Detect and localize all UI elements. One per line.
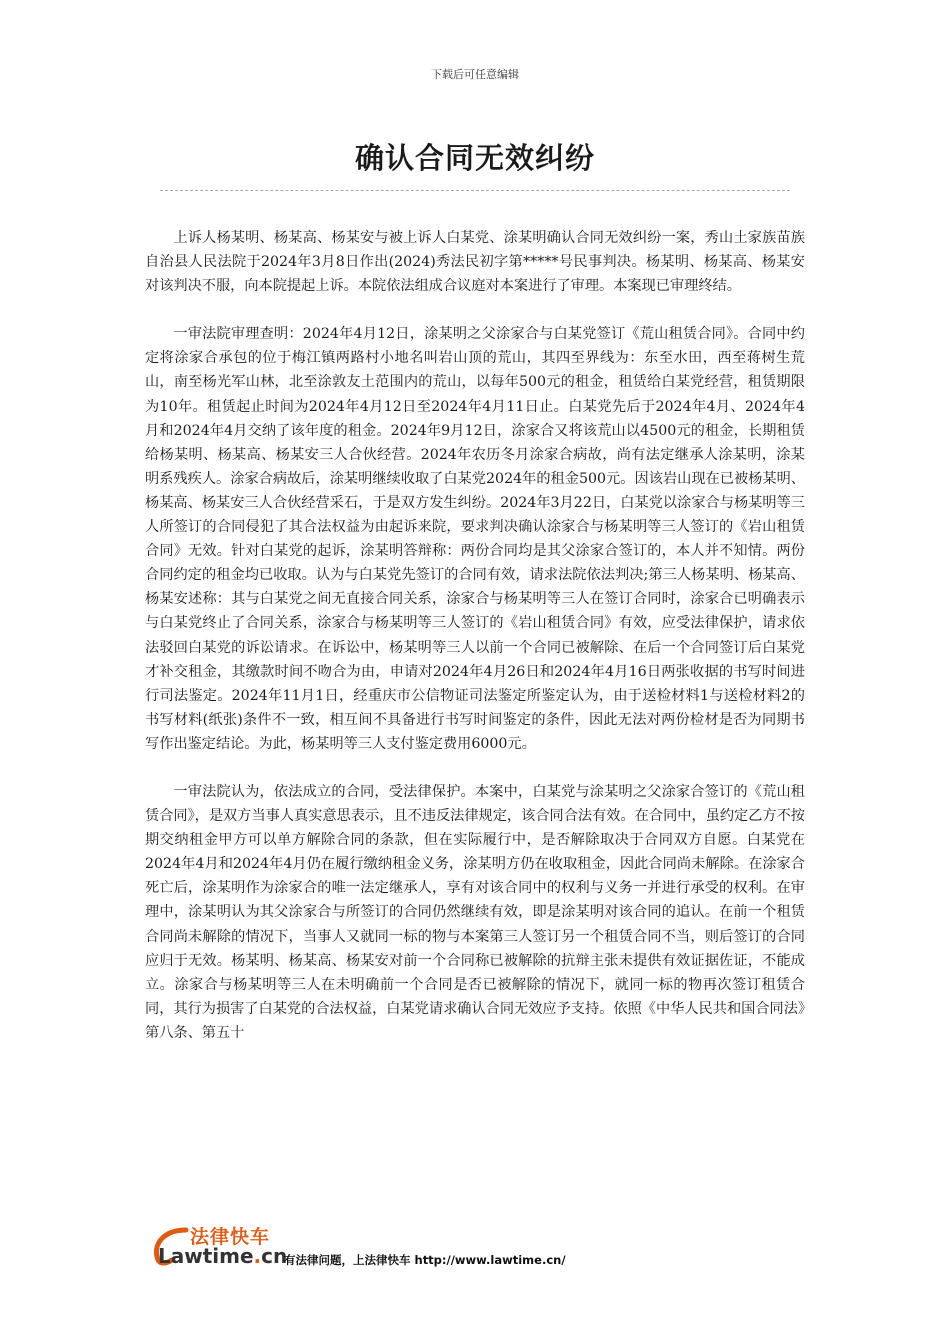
- paragraph-2: 一审法院审理查明：2024年4月12日，涂某明之父涂家合与白某党签订《荒山租赁合同》。合同中约定将涂家合承包的位于梅江镇两路村小地名叫岩山顶的荒山，其四至界线为：东至水田，西至蒋树生荒山，南至杨光军山林，北至涂敦友土范围内的荒山，以每年500元的租金，租赁给白某党经营，租赁期限为10年。租赁起止时间为2024年4月12日至2024年4月11日止。白某党先后于2024年4月、2024年4月和2024年4月交纳了该年度的租金。2024年9月12日，涂家合又将该荒山以4500元的租金，长期租赁给杨某明、杨某高、杨某安三人合伙经营。2024年农历冬月涂家合病故，尚有法定继承人涂某明，涂某明系残疾人。涂家合病故后，涂某明继续收取了白某党2024年的租金500元。因该岩山现在已被杨某明、杨某高、杨某安三人合伙经营采石，于是双方发生纠纷。2024年3月22日，白某党以涂家合与杨某明等三人所签订的合同侵犯了其合法权益为由起诉来院，要求判决确认涂家合与杨某明等三人签订的《岩山租赁合同》无效。针对白某党的起诉，涂某明答辩称：两份合同均是其父涂家合签订的，本人并不知情。两份合同约定的租金均已收取。认为与白某党先签订的合同有效，请求法院依法判决;第三人杨某明、杨某高、杨某安述称：其与白某党之间无直接合同关系，涂家合与杨某明等三人在签订合同时，涂家合已明确表示与白某党终止了合同关系，涂家合与杨某明等三人签订的《岩山租赁合同》有效，应受法律保护，请求依法驳回白某党的诉讼请求。在诉讼中，杨某明等三人以前一个合同已被解除、在后一个合同签订后白某党才补交租金，其缴款时间不吻合为由，申请对2024年4月26日和2024年4月16日两张收据的书写时间进行司法鉴定。2024年11月1日，经重庆市公信物证司法鉴定所鉴定认为，由于送检材料1与送检材料2的书写材料(纸张)条件不一致，相互间不具备进行书写时间鉴定的条件，因此无法对两份检材是否为同期书写作出鉴定结论。为此，杨某明等三人支付鉴定费用6000元。: [145, 326, 805, 752]
- footer-slogan-link[interactable]: 有法律问题，上法律快车 http://www.lawtime.cn/: [284, 1253, 566, 1267]
- logo-english: [158, 1244, 287, 1268]
- title-divider: [160, 190, 790, 191]
- document-title: 确认合同无效纠纷: [354, 141, 595, 175]
- logo-english-tld: cn: [261, 1244, 288, 1268]
- logo-english-dot: .: [253, 1244, 262, 1268]
- header-note: 下载后可任意编辑: [431, 68, 519, 81]
- paragraph-3: 一审法院认为，依法成立的合同，受法律保护。本案中，白某党与涂某明之父涂家合签订的《荒山租赁合同》，是双方当事人真实意思表示，且不违反法律规定，该合同合法有效。在合同中，虽约定乙方不按期交纳租金甲方可以单方解除合同的条款，但在实际履行中，是否解除取决于合同双方自愿。白某党在2024年4月和2024年4月仍在履行缴纳租金义务，涂某明方仍在收取租金，因此合同尚未解除。在涂家合死亡后，涂某明作为涂家合的唯一法定继承人，享有对该合同中的权利与义务一并进行承受的权利。在审理中，涂某明认为其父涂家合与所签订的合同仍然继续有效，即是涂某明对该合同的追认。在前一个租赁合同尚未解除的情况下，当事人又就同一标的物与本案第三人签订另一个租赁合同不当，则后签订的合同应归于无效。杨某明、杨某高、杨某安对前一个合同称已被解除的抗辩主张未提供有效证据佐证，不能成立。涂家合与杨某明等三人在未明确前一个合同是否已被解除的情况下，就同一标的物再次签订租赁合同，其行为损害了白某党的合法权益，白某党请求确认合同无效应予支持。依照《中华人民共和国合同法》第八条、第五十: [145, 783, 805, 1041]
- logo-english-main: Lawtime: [158, 1244, 254, 1268]
- paragraph-1: 上诉人杨某明、杨某高、杨某安与被上诉人白某党、涂某明确认合同无效纠纷一案，秀山土家族苗族自治县人民法院于2024年3月8日作出(2024)秀法民初字第*****号民事判决。杨某明、杨某高、杨某安对该判决不服，向本院提起上诉。本院依法组成合议庭对本案进行了审理。本案现已审理终结。: [145, 230, 805, 295]
- document-body: [145, 226, 805, 1069]
- footer: [150, 1218, 850, 1278]
- logo-chinese: 法律快车: [190, 1226, 271, 1248]
